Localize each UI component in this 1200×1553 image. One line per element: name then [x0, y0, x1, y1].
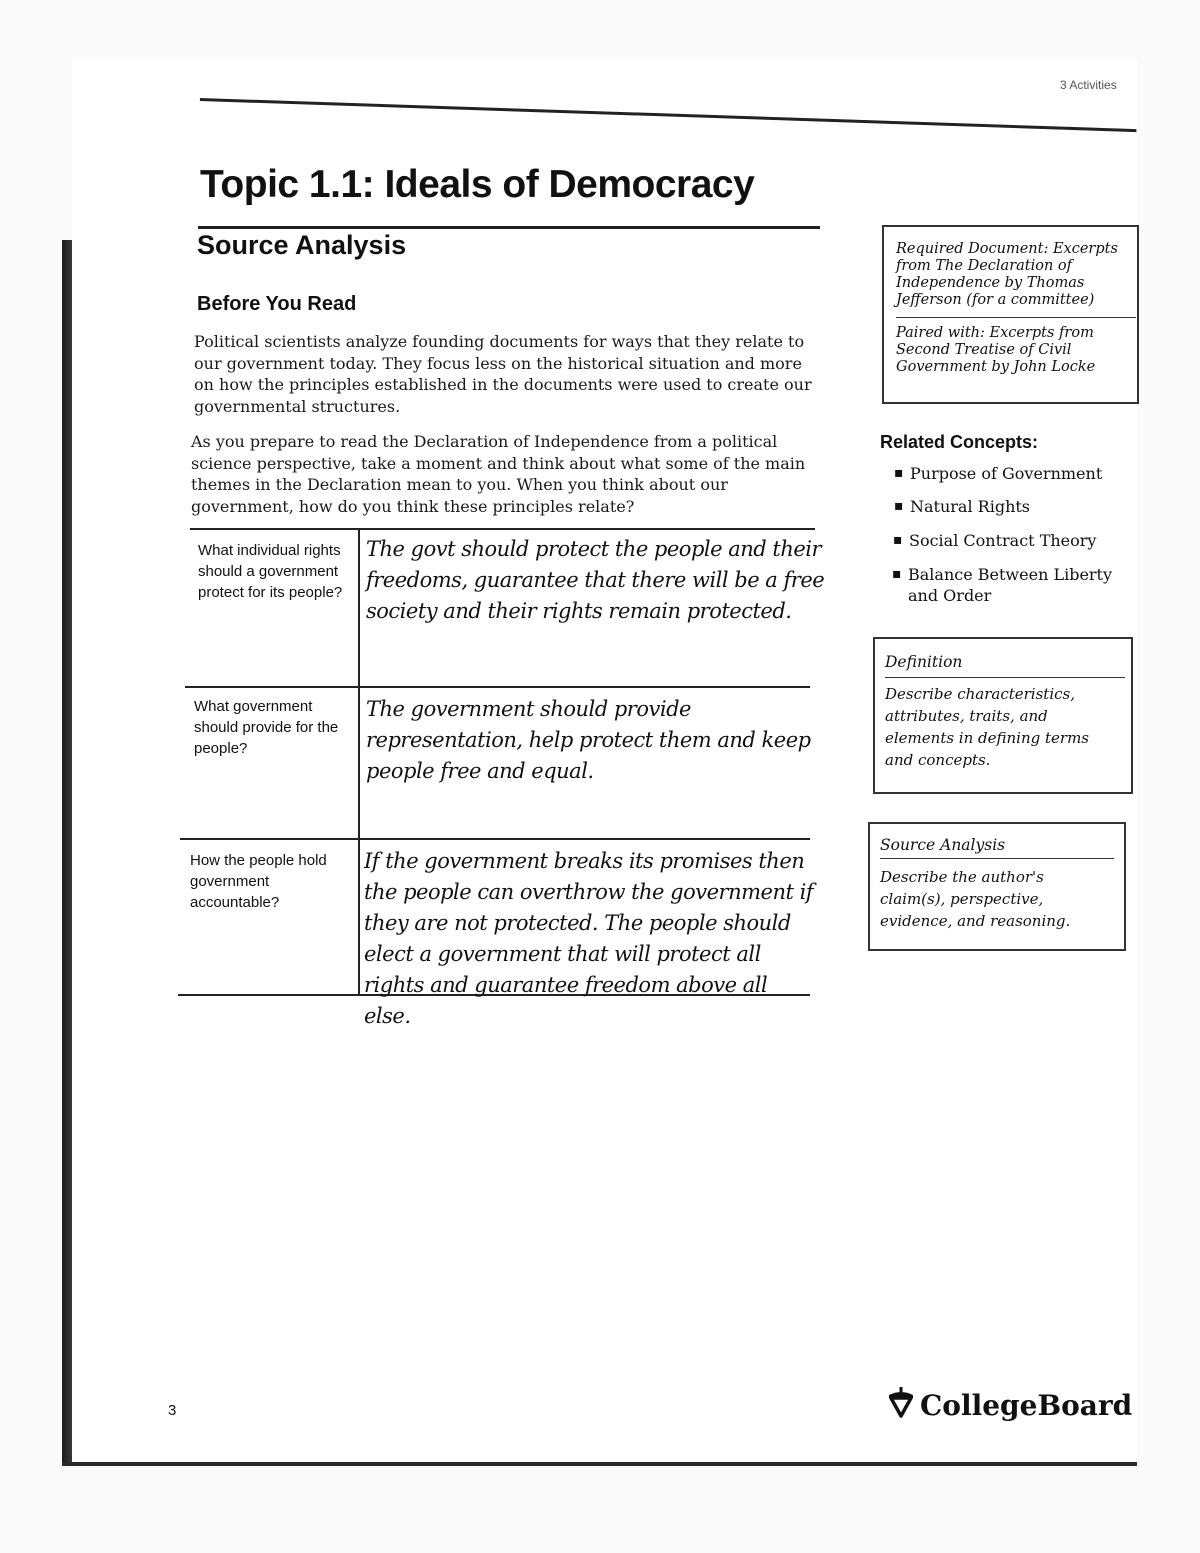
logo-text: CollegeBoard [920, 1389, 1133, 1422]
box-divider [885, 677, 1125, 678]
source-analysis-box [868, 822, 1126, 951]
section-title: Source Analysis [197, 230, 407, 260]
source-analysis-heading: Source Analysis [880, 836, 1006, 854]
scan-edge-shadow [62, 240, 72, 1465]
topic-title: Topic 1.1: Ideals of Democracy [200, 163, 755, 206]
bullet-icon: ▪ [894, 498, 904, 514]
header-tag: 3 Activities [1060, 78, 1117, 92]
related-concepts-title: Related Concepts: [880, 432, 1039, 452]
definition-body: Describe characteristics, attributes, traits, and elements in defining terms and concepts. [885, 685, 1090, 769]
concept-item: ▪ Balance Between Liberty and Order [892, 565, 1113, 605]
table-column-divider [358, 530, 360, 995]
concept-item: ▪ Natural Rights [894, 497, 1031, 516]
question-label: How the people hold government accountable? [190, 852, 327, 911]
handwritten-answer: The govt should protect the people and their freedoms, guarantee that there will be a free society and their rights remain protected. [366, 537, 825, 623]
handwritten-answer: If the government breaks its promises then the people can overthrow the government if they are not protected. The people should elect a government that will protect all rights and guarantee freedom above all else. [364, 849, 814, 1028]
acorn-icon [886, 1386, 916, 1425]
concept-item: ▪ Purpose of Government [894, 464, 1103, 483]
concept-item: ▪ Social Contract Theory [893, 531, 1097, 550]
bullet-icon: ▪ [894, 465, 904, 481]
bullet-icon: ▪ [893, 532, 903, 548]
before-you-read-heading: Before You Read [197, 293, 357, 315]
question-label: What government should provide for the people? [194, 698, 339, 757]
box-divider [880, 858, 1114, 859]
page-number: 3 [168, 1402, 177, 1419]
required-document-box [882, 225, 1139, 404]
table-top-rule [190, 528, 815, 530]
title-rule [198, 226, 820, 229]
bullet-icon: ▪ [892, 566, 902, 582]
definition-box [873, 637, 1133, 794]
scan-edge-shadow-bottom [62, 1462, 1137, 1466]
definition-heading: Definition [885, 653, 963, 671]
collegeboard-logo [886, 1386, 1132, 1425]
source-analysis-body: Describe the author's claim(s), perspective, evidence, and reasoning. [880, 868, 1071, 930]
question-label: What individual rights should a government protect for its people? [198, 542, 343, 601]
table-row-divider [180, 838, 810, 840]
table-row-divider [185, 686, 810, 688]
intro-paragraph-1: Political scientists analyze founding documents for ways that they relate to our government today. They focus less on the historical situation and more on how the principles established in the documents were used to create our governmental structures. [194, 332, 812, 416]
intro-paragraph-2: As you prepare to read the Declaration of Independence from a political science perspective, take a moment and think about what some of the main themes in the Declaration mean to you. When you think about our government, how do you think these principles relate? [191, 432, 806, 516]
paired-document-text: Paired with: Excerpts from Second Treatise of Civil Government by John Locke [896, 325, 1096, 375]
handwritten-answer: The government should provide representation, help protect them and keep people free and equal. [366, 697, 811, 783]
box-divider [896, 317, 1136, 318]
required-document-text: Required Document: Excerpts from The Declaration of Independence by Thomas Jefferson (for a committee) [896, 241, 1118, 308]
